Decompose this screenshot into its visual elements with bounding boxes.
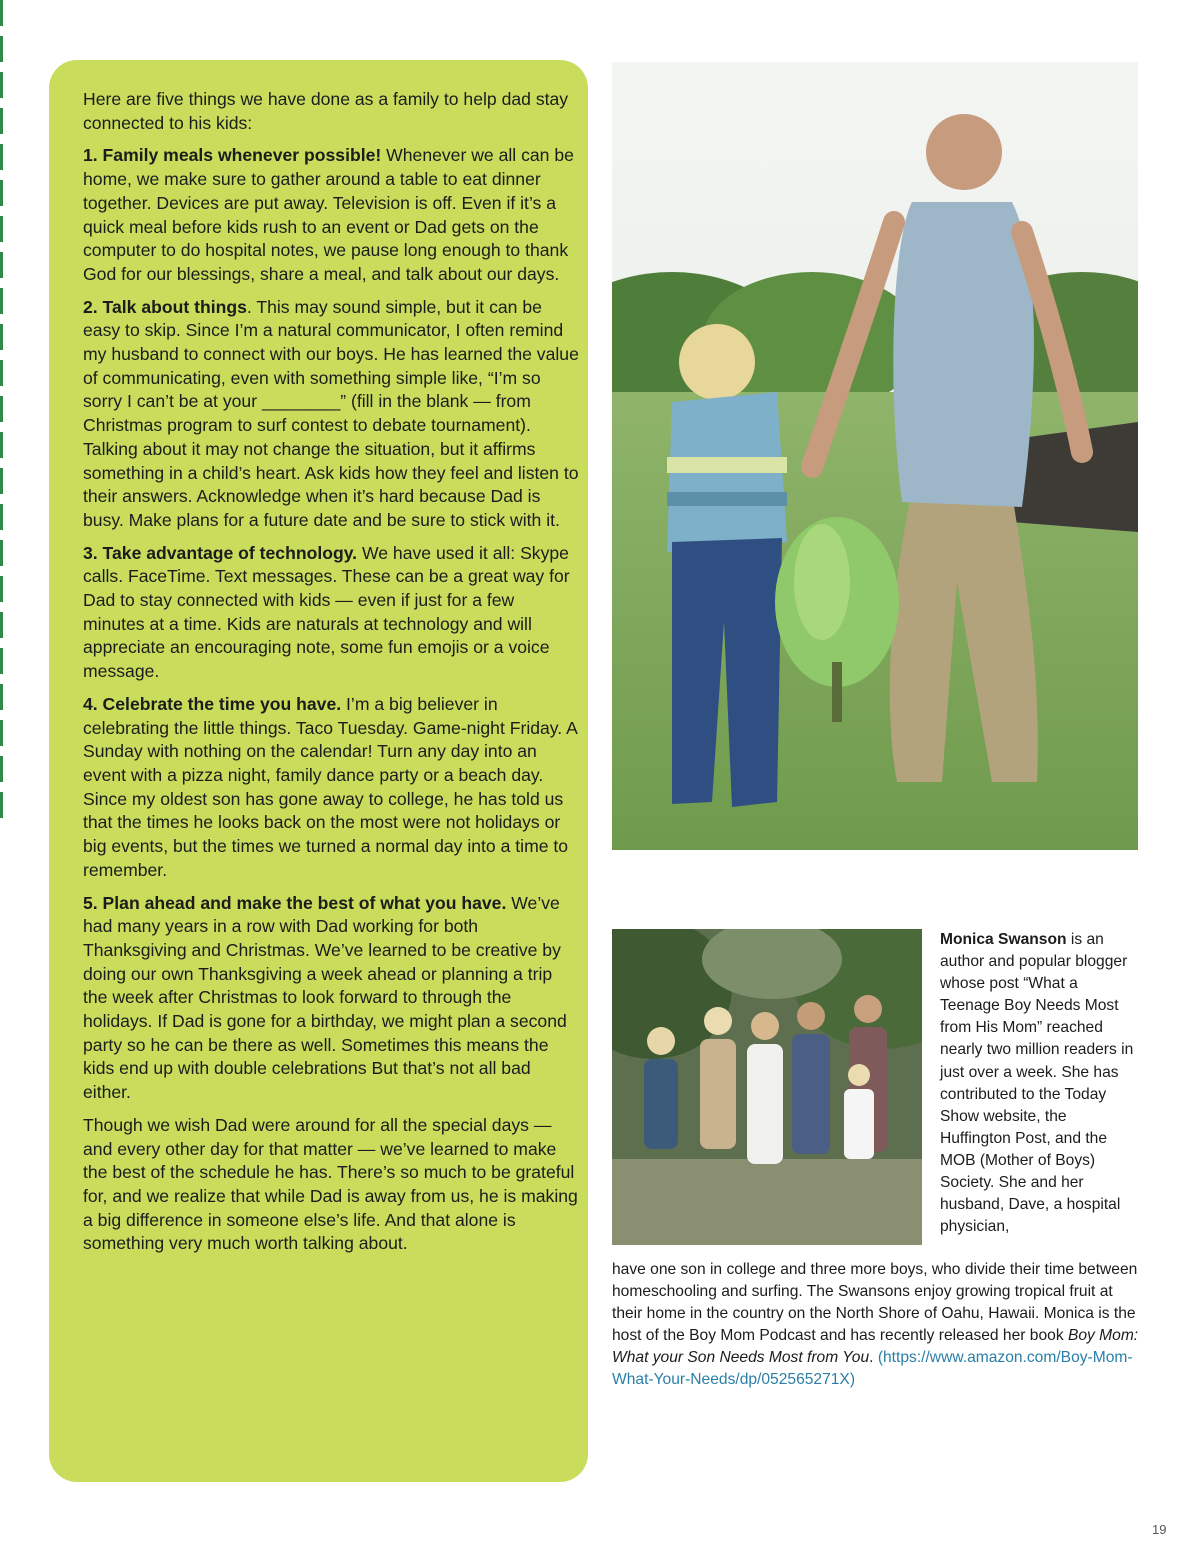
tip-heading: 1. Family meals whenever possible! — [83, 145, 382, 166]
page-number: 19 — [1152, 1522, 1167, 1537]
sidebar-closing: Though we wish Dad were around for all the special days — and every other day for that matter — we’ve learned to make the best of the schedule he has. There’s so much to be grateful for, and we realize that while Dad is away from us, he is making a big difference in someone else’s life. And that alone is something very much worth talking about. — [83, 1114, 578, 1254]
after-book-title: . — [869, 1349, 878, 1367]
tip-heading: 3. Take advantage of technology. — [83, 542, 358, 563]
tip-item — [83, 693, 580, 883]
author-bio-continued — [612, 1259, 1142, 1392]
tip-item — [83, 144, 580, 286]
father-son-banana-photo — [612, 62, 1138, 850]
tip-body: We have used it all: Skype calls. FaceTime. Text messages. These can be a great way for Dad to stay connected with kids — even if just for a few minutes at a time. Kids are naturals at technology and will appreciate an encouraging note, some fun emojis or a voice message. — [83, 542, 570, 682]
tip-body: We’ve had many years in a row with Dad working for both Thanksgiving and Christmas. We’ve learned to be creative by doing our own Thanksgiving a week ahead or planning a trip the week after Christmas to look forward to through the holidays. If Dad is gone for a birthday, we might plan a second party so he can be there as well. Sometimes this means the kids end up with double celebrations But that’s not all bad either. — [83, 892, 567, 1103]
tip-body: . This may sound simple, but it can be easy to skip. Since I’m a natural communicator, I often remind my husband to connect with our boys. He has learned the value of communicating, even with something simple like, “I’m so sorry I can’t be at your ________” (fill in the blank — from Christmas program to surf contest to debate tournament). Talking about it may not change the situation, but it affirms something in a child’s heart. Ask kids how they feel and listen to their answers. Acknowledge when it’s hard because Dad is busy. Make plans for a future date and be sure to stick with it. — [83, 296, 579, 530]
tip-body: I’m a big believer in celebrating the little things. Taco Tuesday. Game-night Friday. A Sunday with nothing on the calendar! Turn any day into an event with a pizza night, family dance party or a beach day. Since my oldest son has gone away to college, he has told us that the times he looks back on the most were not holidays or big events, but the times we turned a normal day into a time to remember. — [83, 693, 577, 880]
tip-item — [83, 892, 580, 1105]
sidebar-intro: Here are five things we have done as a family to help dad stay connected to his kids: — [83, 89, 569, 133]
author-bio-side-text: is an author and popular blogger whose post “What a Teenage Boy Needs Most from His Mom” reached nearly two million readers in just over a week. She has contributed to the Today Show website, the Huffington Post, and the MOB (Mother of Boys) Society. She and her husband, Dave, a hospital physician, — [940, 931, 1134, 1236]
edge-stripe-decoration — [0, 0, 3, 820]
tip-item — [83, 296, 580, 533]
tip-body: Whenever we all can be home, we make sure to gather around a table to eat dinner together. Devices are put away. Television is off. Even if it’s a quick meal before kids rush to an event or Dad gets on the computer to do hospital notes, we pause long enough to thank God for our blessings, share a meal, and talk about our days. — [83, 145, 574, 284]
tips-sidebar — [49, 60, 588, 1482]
amazon-link[interactable]: (https://www.amazon.com/Boy-Mom-What-Your-Needs/dp/052565271X) — [612, 1349, 1133, 1389]
book-title: Boy Mom: What your Son Needs Most from You — [612, 1327, 1139, 1367]
tip-heading: 5. Plan ahead and make the best of what you have. — [83, 892, 507, 913]
tip-heading: 4. Celebrate the time you have. — [83, 693, 342, 714]
family-photo — [612, 929, 922, 1245]
author-bio-side — [940, 929, 1140, 1238]
author-name: Monica Swanson — [940, 931, 1067, 948]
tip-heading: 2. Talk about things — [83, 296, 247, 317]
author-bio-full-text: have one son in college and three more boys, who divide their time between homeschooling and surfing. The Swansons enjoy growing tropical fruit at their home in the country on the North Shore of Oahu, Hawaii. Monica is the host of the Boy Mom Podcast and has recently released her book — [612, 1261, 1138, 1345]
tip-item — [83, 542, 580, 684]
